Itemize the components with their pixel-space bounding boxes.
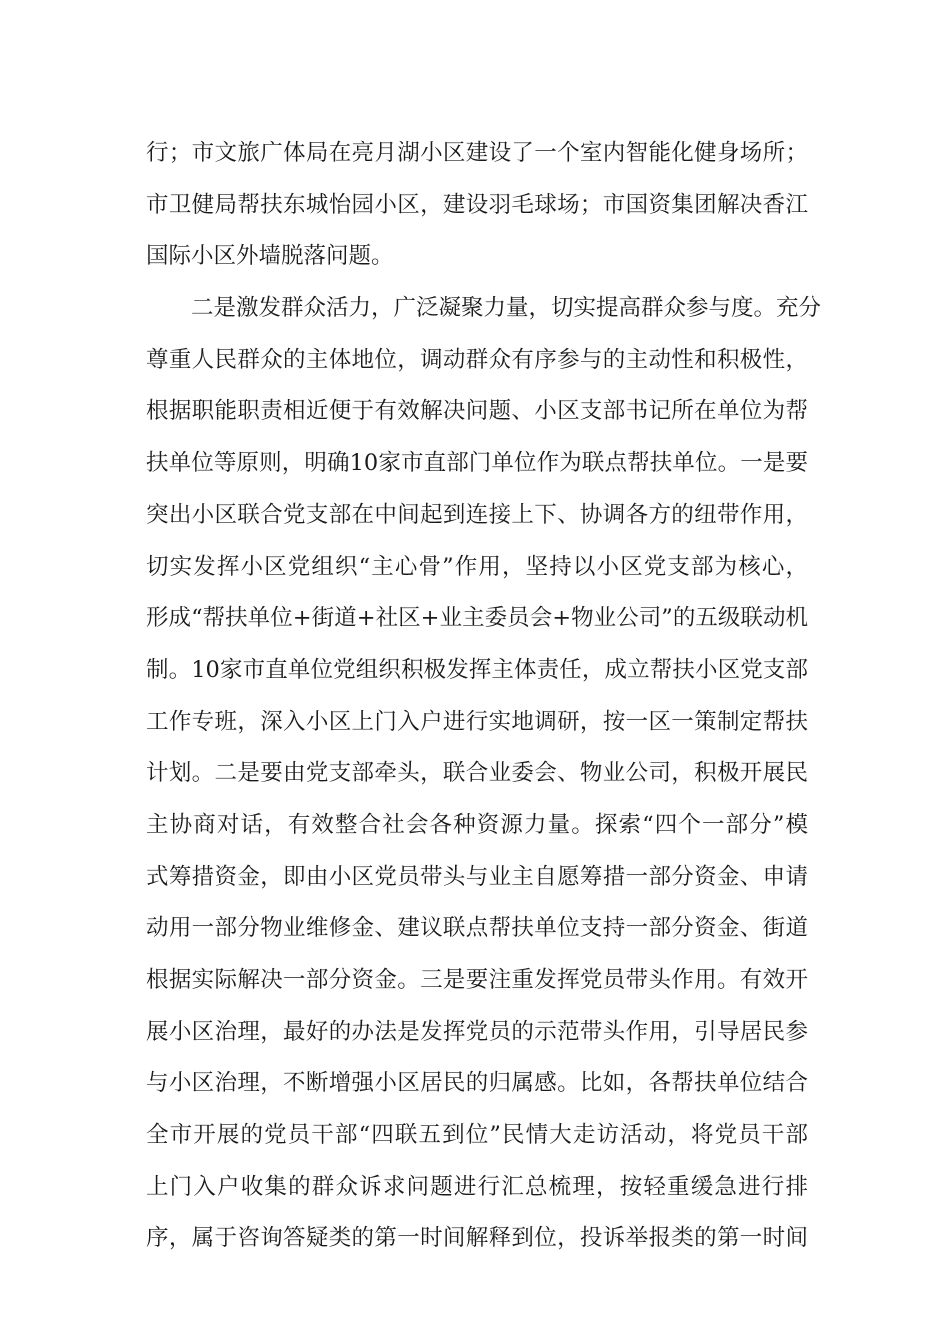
text-line: 尊重人民群众的主体地位，调动群众有序参与的主动性和积极性， [146, 346, 808, 373]
text-line: 根据职能职责相近便于有效解决问题、小区支部书记所在单位为帮 [146, 398, 808, 425]
text-line: 形成“帮扶单位+街道+社区+业主委员会+物业公司”的五级联动机 [146, 605, 808, 632]
text-line: 切实发挥小区党组织“主心骨”作用，坚持以小区党支部为核心， [146, 553, 808, 580]
text-line: 计划。二是要由党支部牵头，联合业委会、物业公司，积极开展民 [146, 760, 808, 787]
text-line: 展小区治理，最好的办法是发挥党员的示范带头作用，引导居民参 [146, 1018, 808, 1045]
text-line: 二是激发群众活力，广泛凝聚力量，切实提高群众参与度。充分 [191, 295, 822, 322]
text-line: 动用一部分物业维修金、建议联点帮扶单位支持一部分资金、街道 [146, 915, 808, 942]
text-line: 国际小区外墙脱落问题。 [146, 243, 394, 270]
text-line: 制。10家市直单位党组织积极发挥主体责任，成立帮扶小区党支部 [146, 656, 808, 683]
text-line: 扶单位等原则，明确10家市直部门单位作为联点帮扶单位。一是要 [146, 450, 808, 477]
text-line: 行；市文旅广体局在亮月湖小区建设了一个室内智能化健身场所； [146, 140, 808, 166]
text-line: 根据实际解决一部分资金。三是要注重发挥党员带头作用。有效开 [146, 967, 808, 993]
text-line: 主协商对话，有效整合社会各种资源力量。探索“四个一部分”模 [146, 811, 808, 838]
text-line: 全市开展的党员干部“四联五到位”民情大走访活动，将党员干部 [146, 1122, 808, 1149]
text-line: 上门入户收集的群众诉求问题进行汇总梳理，按轻重缓急进行排 [146, 1173, 808, 1200]
text-line: 序，属于咨询答疑类的第一时间解释到位，投诉举报类的第一时间 [146, 1225, 808, 1252]
text-line: 突出小区联合党支部在中间起到连接上下、协调各方的纽带作用， [146, 501, 808, 528]
text-line: 与小区治理，不断增强小区居民的归属感。比如，各帮扶单位结合 [146, 1070, 808, 1097]
text-line: 工作专班，深入小区上门入户进行实地调研，按一区一策制定帮扶 [146, 708, 808, 735]
text-line: 式筹措资金，即由小区党员带头与业主自愿筹措一部分资金、申请 [146, 863, 808, 890]
text-line: 市卫健局帮扶东城怡园小区，建设羽毛球场；市国资集团解决香江 [146, 191, 808, 218]
body-text [146, 128, 822, 1265]
